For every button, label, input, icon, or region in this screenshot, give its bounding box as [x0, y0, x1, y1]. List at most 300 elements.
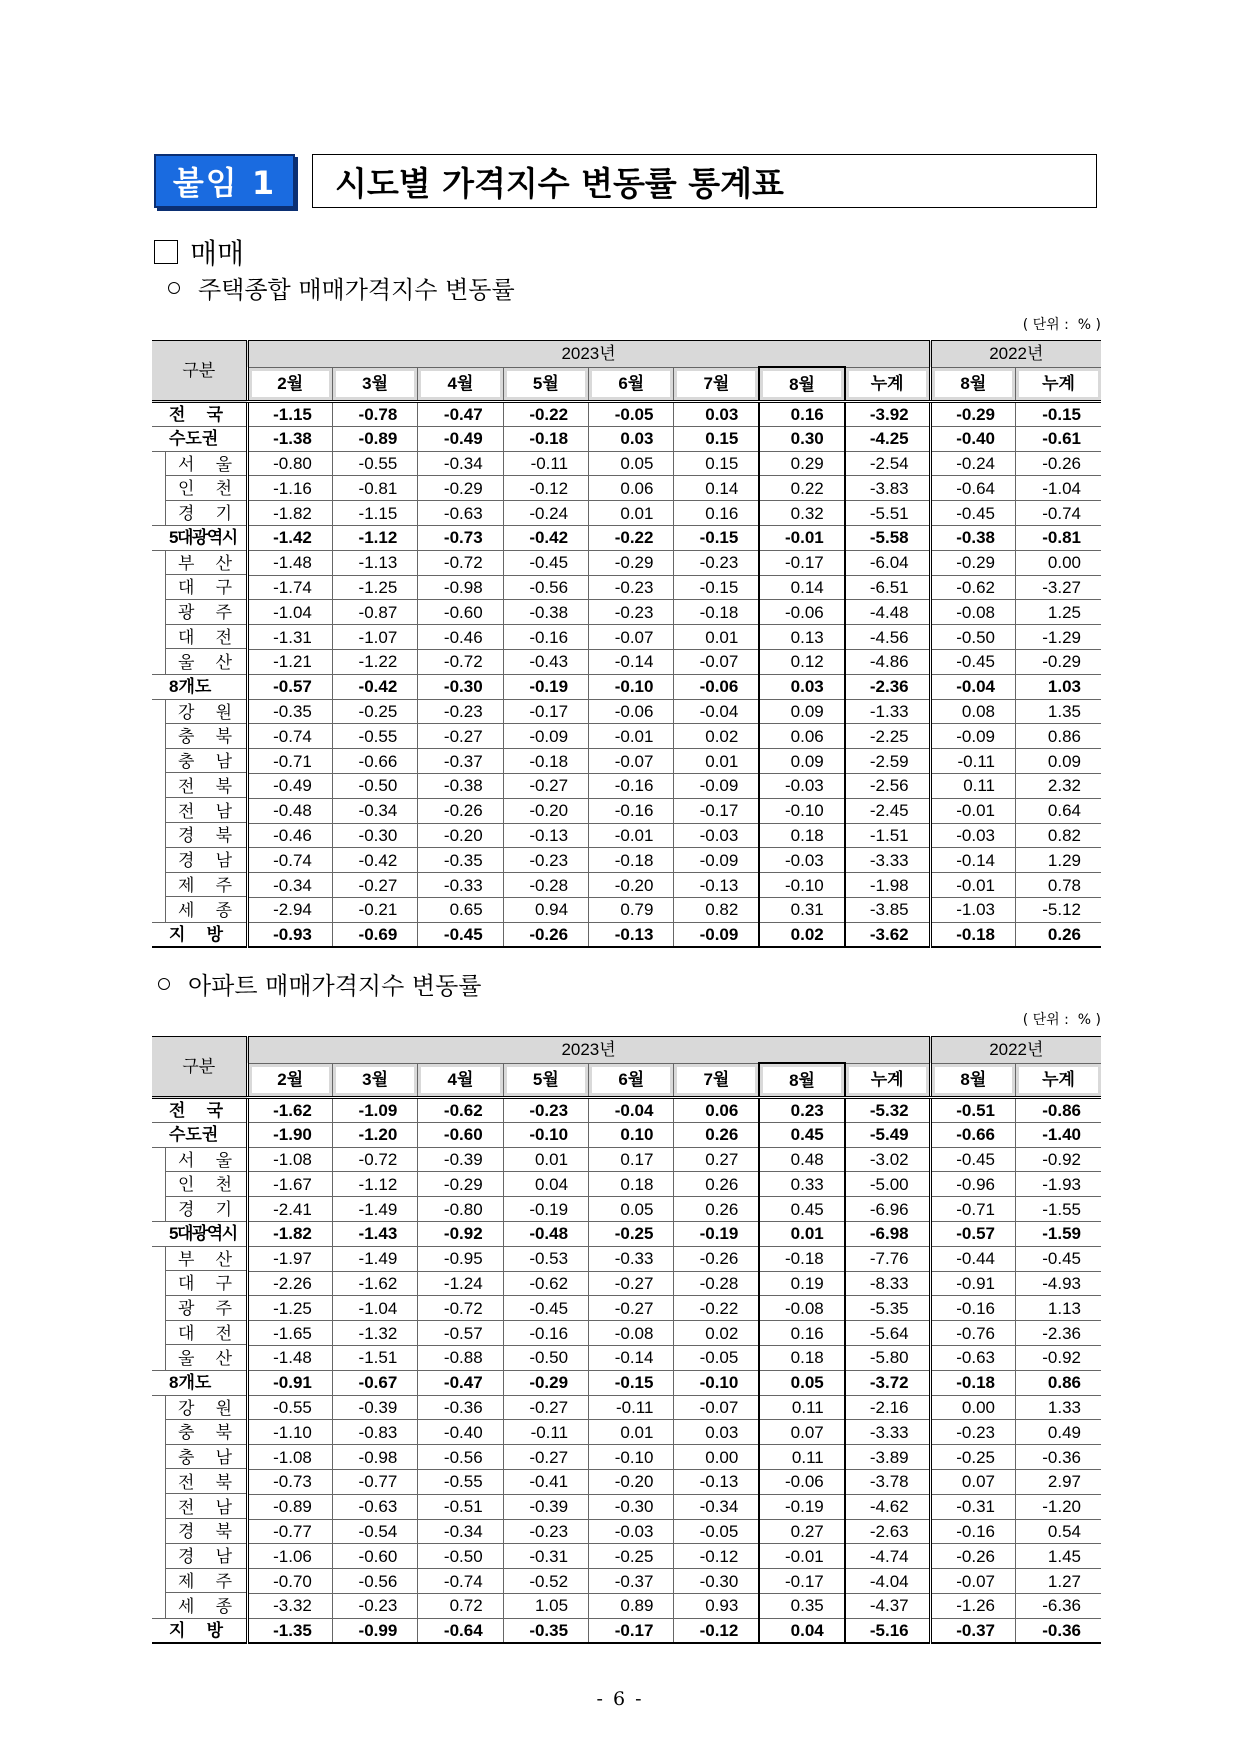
- value-cell: -0.15: [1016, 402, 1101, 427]
- value-cell: -0.91: [930, 1271, 1015, 1296]
- value-cell: 0.15: [674, 451, 759, 476]
- region-name-indent: [165, 1171, 246, 1198]
- region-name: 경 북: [178, 1522, 232, 1542]
- value-cell: -3.92: [845, 402, 930, 427]
- value-cell: -0.16: [503, 625, 588, 650]
- value-cell: -0.80: [418, 1197, 503, 1222]
- value-cell: -2.54: [845, 451, 930, 476]
- value-cell: -0.72: [418, 1296, 503, 1321]
- region-name: 경 기: [178, 1199, 232, 1219]
- value-cell: -4.56: [845, 625, 930, 650]
- value-cell: -0.17: [589, 1618, 674, 1643]
- value-cell: -0.01: [759, 525, 844, 550]
- region-name: 부 산: [178, 1249, 232, 1269]
- month-header: 8월: [930, 367, 1015, 402]
- value-cell: -1.35: [247, 1618, 332, 1643]
- value-cell: -0.08: [759, 1296, 844, 1321]
- value-cell: -8.33: [845, 1271, 930, 1296]
- month-header: 4월: [418, 1063, 503, 1098]
- region-name-indent: [165, 1444, 246, 1471]
- table-row: [152, 1321, 1101, 1346]
- region-name: 경 북: [178, 826, 232, 846]
- value-cell: -0.23: [503, 1519, 588, 1544]
- region-name: 전 북: [178, 1472, 232, 1492]
- table-row: [152, 1618, 1101, 1643]
- month-header: 8월: [759, 367, 844, 402]
- value-cell: 0.01: [503, 1147, 588, 1172]
- value-cell: -0.29: [930, 402, 1015, 427]
- value-cell: 0.89: [589, 1593, 674, 1618]
- value-cell: -0.76: [930, 1321, 1015, 1346]
- value-cell: -0.26: [1016, 451, 1101, 476]
- value-cell: -0.18: [759, 1246, 844, 1271]
- region-name-indent: [165, 1246, 246, 1272]
- value-cell: -0.13: [674, 873, 759, 898]
- region-name: 대 전: [178, 628, 232, 648]
- value-cell: -0.51: [418, 1494, 503, 1519]
- value-cell: 0.14: [759, 575, 844, 600]
- region-name-cell: [152, 699, 247, 724]
- region-name-cell: [152, 451, 247, 476]
- attachment-tag: 붙임 1: [154, 154, 295, 208]
- region-name-cell: [152, 525, 247, 550]
- region-name: 경 남: [178, 1547, 232, 1567]
- region-name-cell: [152, 476, 247, 501]
- region-name-cell: [152, 1221, 247, 1246]
- value-cell: -1.13: [332, 550, 417, 575]
- region-name-cell: [152, 1420, 247, 1445]
- value-cell: -4.62: [845, 1494, 930, 1519]
- region-name-indent: [165, 847, 246, 874]
- apartment-price-change-table: [152, 1036, 1101, 1644]
- value-cell: -0.18: [503, 426, 588, 451]
- table-heading-text: 아파트 매매가격지수 변동률: [188, 972, 482, 1000]
- value-cell: -0.69: [332, 922, 417, 947]
- value-cell: -0.23: [589, 575, 674, 600]
- month-header: 7월: [674, 367, 759, 402]
- housing-price-change-table: [152, 340, 1101, 948]
- square-bullet-icon: [154, 240, 178, 264]
- value-cell: -0.07: [674, 1395, 759, 1420]
- value-cell: -0.55: [332, 451, 417, 476]
- value-cell: -0.18: [589, 848, 674, 873]
- value-cell: -0.11: [503, 451, 588, 476]
- value-cell: -0.24: [930, 451, 1015, 476]
- value-cell: -5.80: [845, 1345, 930, 1370]
- value-cell: -0.73: [247, 1469, 332, 1494]
- value-cell: -0.81: [332, 476, 417, 501]
- value-cell: -0.23: [418, 699, 503, 724]
- value-cell: 0.30: [759, 426, 844, 451]
- value-cell: -4.25: [845, 426, 930, 451]
- value-cell: 0.02: [674, 1321, 759, 1346]
- value-cell: -4.04: [845, 1569, 930, 1594]
- table-row: [152, 1122, 1101, 1147]
- value-cell: 0.86: [1016, 724, 1101, 749]
- value-cell: -0.26: [503, 922, 588, 947]
- unit-label: ( 단위 : % ): [1022, 317, 1101, 333]
- value-cell: -1.74: [247, 575, 332, 600]
- region-name: 강 원: [178, 1398, 232, 1418]
- year-2023-header: 2023년: [247, 341, 930, 368]
- region-name-indent: [165, 1196, 246, 1222]
- value-cell: -0.63: [332, 1494, 417, 1519]
- value-cell: -1.04: [1016, 476, 1101, 501]
- table-row: [152, 649, 1101, 674]
- table-row: [152, 550, 1101, 575]
- region-name-cell: [152, 1618, 247, 1643]
- region-name-indent: [165, 1518, 246, 1545]
- month-header: 8월: [930, 1063, 1015, 1098]
- page-number: - 6 -: [596, 1688, 644, 1710]
- value-cell: -0.09: [930, 724, 1015, 749]
- value-cell: -0.03: [930, 823, 1015, 848]
- region-name-cell: [152, 426, 247, 451]
- value-cell: 1.29: [1016, 848, 1101, 873]
- value-cell: 0.09: [759, 749, 844, 774]
- region-name: 지 방: [169, 924, 223, 944]
- value-cell: -0.48: [503, 1221, 588, 1246]
- value-cell: -0.34: [247, 873, 332, 898]
- region-name: 부 산: [178, 553, 232, 573]
- value-cell: -0.20: [589, 873, 674, 898]
- value-cell: -0.17: [759, 1569, 844, 1594]
- table-row: [152, 1147, 1101, 1172]
- value-cell: 0.72: [418, 1593, 503, 1618]
- value-cell: -0.26: [418, 798, 503, 823]
- value-cell: -0.19: [759, 1494, 844, 1519]
- value-cell: -0.04: [674, 699, 759, 724]
- value-cell: -0.67: [332, 1370, 417, 1395]
- value-cell: 0.13: [759, 625, 844, 650]
- table-heading: [168, 270, 515, 305]
- region-name-indent: [165, 624, 246, 651]
- value-cell: 0.26: [674, 1172, 759, 1197]
- value-cell: 0.15: [674, 426, 759, 451]
- value-cell: 0.09: [1016, 749, 1101, 774]
- value-cell: 0.18: [589, 1172, 674, 1197]
- region-name-cell: [152, 550, 247, 575]
- value-cell: -1.49: [332, 1246, 417, 1271]
- value-cell: -2.26: [247, 1271, 332, 1296]
- value-cell: -0.01: [930, 798, 1015, 823]
- value-cell: -1.49: [332, 1197, 417, 1222]
- value-cell: -0.07: [589, 749, 674, 774]
- value-cell: -0.73: [418, 525, 503, 550]
- month-header: 7월: [674, 1063, 759, 1098]
- region-name-indent: [165, 574, 246, 601]
- value-cell: -0.38: [418, 773, 503, 798]
- value-cell: -0.16: [589, 773, 674, 798]
- value-cell: -1.09: [332, 1098, 417, 1123]
- value-cell: -1.51: [332, 1345, 417, 1370]
- region-name-cell: [152, 1122, 247, 1147]
- value-cell: -0.54: [332, 1519, 417, 1544]
- value-cell: 0.94: [503, 897, 588, 922]
- region-name-indent: [165, 1320, 246, 1347]
- region-name: 충 남: [178, 1448, 232, 1468]
- page-title: [312, 154, 1097, 208]
- value-cell: -2.63: [845, 1519, 930, 1544]
- region-name: 울 산: [178, 1348, 232, 1368]
- value-cell: -0.36: [418, 1395, 503, 1420]
- region-name-cell: [152, 649, 247, 674]
- value-cell: -6.98: [845, 1221, 930, 1246]
- region-name: 전 남: [178, 801, 232, 821]
- table-row: [152, 1544, 1101, 1569]
- value-cell: -6.04: [845, 550, 930, 575]
- table-row: [152, 575, 1101, 600]
- value-cell: -5.51: [845, 501, 930, 526]
- value-cell: 0.16: [759, 1321, 844, 1346]
- value-cell: -0.38: [503, 600, 588, 625]
- table-row: [152, 699, 1101, 724]
- value-cell: 0.26: [1016, 922, 1101, 947]
- region-name: 8개도: [169, 1373, 212, 1393]
- value-cell: -0.45: [418, 922, 503, 947]
- region-name-cell: [152, 1321, 247, 1346]
- value-cell: -1.08: [247, 1445, 332, 1470]
- table-row: [152, 600, 1101, 625]
- value-cell: -0.86: [1016, 1098, 1101, 1123]
- table-row: [152, 525, 1101, 550]
- value-cell: 0.03: [589, 426, 674, 451]
- value-cell: -0.92: [1016, 1147, 1101, 1172]
- table-row: [152, 451, 1101, 476]
- value-cell: -0.36: [1016, 1445, 1101, 1470]
- value-cell: -0.37: [930, 1618, 1015, 1643]
- value-cell: -0.56: [503, 575, 588, 600]
- value-cell: -1.20: [332, 1122, 417, 1147]
- region-name-indent: [165, 896, 246, 922]
- value-cell: -0.74: [247, 848, 332, 873]
- value-cell: -4.48: [845, 600, 930, 625]
- value-cell: -0.20: [418, 823, 503, 848]
- region-name-cell: [152, 1296, 247, 1321]
- value-cell: -0.35: [418, 848, 503, 873]
- value-cell: -0.21: [332, 897, 417, 922]
- month-header: 2월: [247, 1063, 332, 1098]
- value-cell: -0.83: [332, 1420, 417, 1445]
- value-cell: -0.11: [589, 1395, 674, 1420]
- value-cell: -1.42: [247, 525, 332, 550]
- value-cell: -0.30: [589, 1494, 674, 1519]
- table-row: [152, 625, 1101, 650]
- value-cell: 0.16: [759, 402, 844, 427]
- value-cell: -0.12: [674, 1618, 759, 1643]
- value-cell: -1.15: [247, 402, 332, 427]
- value-cell: -0.16: [930, 1519, 1015, 1544]
- value-cell: -0.39: [418, 1147, 503, 1172]
- region-name-cell: [152, 1544, 247, 1569]
- table-row: [152, 674, 1101, 699]
- value-cell: -7.76: [845, 1246, 930, 1271]
- value-cell: -0.46: [418, 625, 503, 650]
- region-name: 8개도: [169, 677, 212, 697]
- value-cell: -0.28: [503, 873, 588, 898]
- value-cell: -0.11: [930, 749, 1015, 774]
- table-row: [152, 1494, 1101, 1519]
- region-name-cell: [152, 501, 247, 526]
- value-cell: -0.62: [930, 575, 1015, 600]
- value-cell: -0.74: [1016, 501, 1101, 526]
- value-cell: 0.18: [759, 823, 844, 848]
- value-cell: -2.36: [845, 674, 930, 699]
- value-cell: -0.19: [674, 1221, 759, 1246]
- month-header: 2월: [247, 367, 332, 402]
- value-cell: -0.01: [589, 724, 674, 749]
- category-header: 구분: [152, 341, 247, 402]
- value-cell: -0.74: [418, 1569, 503, 1594]
- value-cell: -0.29: [503, 1370, 588, 1395]
- value-cell: -0.48: [247, 798, 332, 823]
- value-cell: -0.27: [418, 724, 503, 749]
- region-name-cell: [152, 1098, 247, 1123]
- value-cell: -0.47: [418, 402, 503, 427]
- value-cell: -0.39: [332, 1395, 417, 1420]
- value-cell: -0.22: [503, 402, 588, 427]
- value-cell: -0.57: [247, 674, 332, 699]
- value-cell: -5.00: [845, 1172, 930, 1197]
- region-name-cell: [152, 1345, 247, 1370]
- value-cell: -0.23: [930, 1420, 1015, 1445]
- value-cell: -0.95: [418, 1246, 503, 1271]
- value-cell: -3.62: [845, 922, 930, 947]
- value-cell: -3.27: [1016, 575, 1101, 600]
- value-cell: -0.44: [930, 1246, 1015, 1271]
- value-cell: 0.35: [759, 1593, 844, 1618]
- region-name-cell: [152, 674, 247, 699]
- value-cell: -0.71: [247, 749, 332, 774]
- region-name-cell: [152, 1197, 247, 1222]
- value-cell: -0.52: [503, 1569, 588, 1594]
- region-name-cell: [152, 724, 247, 749]
- value-cell: 0.54: [1016, 1519, 1101, 1544]
- region-name-indent: [165, 500, 246, 526]
- value-cell: -4.37: [845, 1593, 930, 1618]
- value-cell: -0.30: [332, 823, 417, 848]
- value-cell: -0.15: [589, 1370, 674, 1395]
- region-name: 전 국: [169, 404, 223, 424]
- value-cell: 0.48: [759, 1147, 844, 1172]
- value-cell: -1.10: [247, 1420, 332, 1445]
- value-cell: -0.99: [332, 1618, 417, 1643]
- month-header: 누계: [1016, 1063, 1101, 1098]
- value-cell: -0.06: [759, 600, 844, 625]
- value-cell: 1.03: [1016, 674, 1101, 699]
- value-cell: -0.20: [589, 1469, 674, 1494]
- value-cell: -0.14: [930, 848, 1015, 873]
- value-cell: -0.18: [503, 749, 588, 774]
- value-cell: 0.27: [674, 1147, 759, 1172]
- table-row: [152, 402, 1101, 427]
- value-cell: -0.45: [503, 550, 588, 575]
- value-cell: 0.03: [759, 674, 844, 699]
- value-cell: -0.55: [332, 724, 417, 749]
- value-cell: -0.03: [674, 823, 759, 848]
- region-name: 대 구: [178, 1274, 232, 1294]
- value-cell: -0.45: [930, 649, 1015, 674]
- value-cell: -0.29: [418, 476, 503, 501]
- value-cell: -0.04: [930, 674, 1015, 699]
- value-cell: -0.88: [418, 1345, 503, 1370]
- value-cell: -0.37: [589, 1569, 674, 1594]
- month-header: 6월: [589, 367, 674, 402]
- value-cell: -1.98: [845, 873, 930, 898]
- region-name-indent: [165, 872, 246, 899]
- region-name-indent: [165, 772, 246, 799]
- region-name: 수도권: [169, 429, 219, 449]
- value-cell: -0.33: [589, 1246, 674, 1271]
- value-cell: 0.09: [759, 699, 844, 724]
- region-name: 전 남: [178, 1497, 232, 1517]
- month-header: 5월: [503, 367, 588, 402]
- value-cell: -1.62: [332, 1271, 417, 1296]
- value-cell: -0.55: [247, 1395, 332, 1420]
- value-cell: -1.29: [1016, 625, 1101, 650]
- value-cell: 0.07: [759, 1420, 844, 1445]
- value-cell: -1.16: [247, 476, 332, 501]
- section-heading-text: 매매: [190, 237, 245, 270]
- value-cell: -0.27: [589, 1296, 674, 1321]
- value-cell: 0.04: [759, 1618, 844, 1643]
- region-name-cell: [152, 1469, 247, 1494]
- value-cell: -0.07: [674, 649, 759, 674]
- value-cell: -0.13: [674, 1469, 759, 1494]
- value-cell: -1.24: [418, 1271, 503, 1296]
- value-cell: -1.48: [247, 550, 332, 575]
- value-cell: -0.10: [674, 1370, 759, 1395]
- value-cell: -0.74: [247, 724, 332, 749]
- region-name: 경 남: [178, 851, 232, 871]
- value-cell: -0.45: [503, 1296, 588, 1321]
- value-cell: 1.13: [1016, 1296, 1101, 1321]
- region-name-cell: [152, 1147, 247, 1172]
- value-cell: 0.04: [503, 1172, 588, 1197]
- region-name: 전 북: [178, 776, 232, 796]
- region-name-cell: [152, 1271, 247, 1296]
- value-cell: 2.97: [1016, 1469, 1101, 1494]
- value-cell: -0.31: [503, 1544, 588, 1569]
- region-name-cell: [152, 1569, 247, 1594]
- value-cell: 0.01: [589, 1420, 674, 1445]
- region-name-indent: [165, 797, 246, 824]
- region-name-cell: [152, 873, 247, 898]
- region-name-cell: [152, 922, 247, 947]
- table-row: [152, 1519, 1101, 1544]
- value-cell: -0.26: [674, 1246, 759, 1271]
- value-cell: -0.66: [930, 1122, 1015, 1147]
- value-cell: 0.00: [930, 1395, 1015, 1420]
- value-cell: 0.26: [674, 1197, 759, 1222]
- region-name-indent: [165, 1493, 246, 1520]
- value-cell: -0.24: [503, 501, 588, 526]
- value-cell: -0.50: [418, 1544, 503, 1569]
- value-cell: -0.42: [332, 848, 417, 873]
- value-cell: 0.27: [759, 1519, 844, 1544]
- value-cell: -1.07: [332, 625, 417, 650]
- region-name-indent: [165, 699, 246, 725]
- value-cell: -0.35: [503, 1618, 588, 1643]
- value-cell: 0.17: [589, 1147, 674, 1172]
- table-row: [152, 773, 1101, 798]
- region-name: 경 기: [178, 503, 232, 523]
- region-name: 서 울: [178, 1150, 232, 1170]
- region-name: 대 전: [178, 1324, 232, 1344]
- region-name: 광 주: [178, 603, 232, 623]
- value-cell: 0.11: [930, 773, 1015, 798]
- value-cell: 0.32: [759, 501, 844, 526]
